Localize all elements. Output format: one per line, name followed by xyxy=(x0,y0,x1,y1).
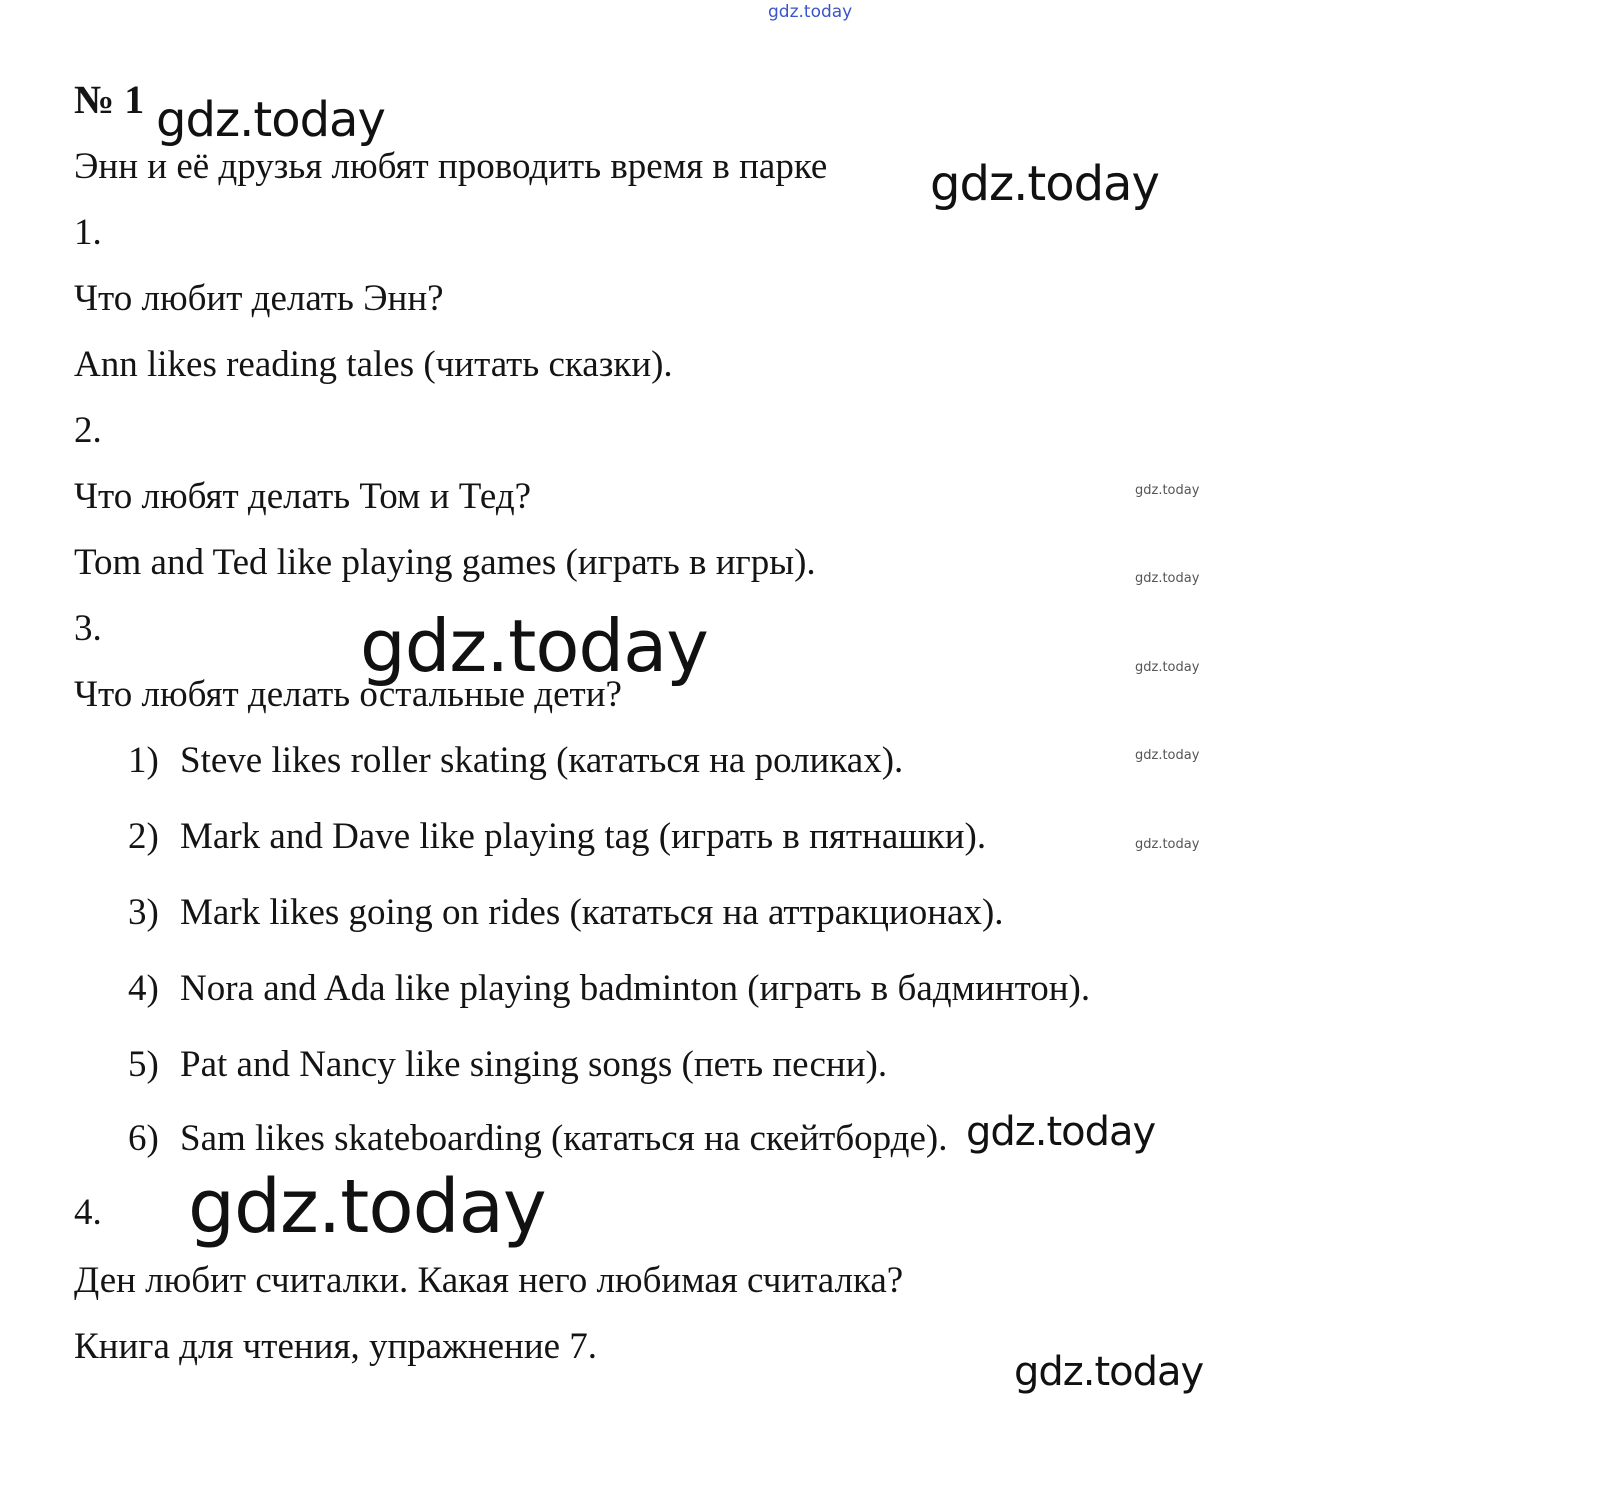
section-3-question: Что любят делать остальные дети? xyxy=(74,674,622,715)
list-item-text: Sam likes skateboarding (кататься на скейтборде). xyxy=(180,1118,948,1159)
list-item-number: 3) xyxy=(128,892,159,933)
list-item-text: Mark and Dave like playing tag (играть в пятнашки). xyxy=(180,816,987,857)
section-3-number: 3. xyxy=(74,608,102,649)
section-4-question: Ден любит считалки. Какая него любимая считалка? xyxy=(74,1260,904,1301)
watermark: gdz.today xyxy=(156,92,385,148)
list-item-number: 1) xyxy=(128,740,159,781)
list-item-text: Nora and Ada like playing badminton (играть в бадминтон). xyxy=(180,968,1091,1009)
list-item xyxy=(128,894,1004,931)
watermark: gdz.today xyxy=(1014,1349,1204,1395)
section-1-number: 1. xyxy=(74,212,102,253)
section-1-answer: Ann likes reading tales (читать сказки). xyxy=(74,344,673,385)
exercise-heading: № 1 xyxy=(74,77,145,122)
section-1-question: Что любит делать Энн? xyxy=(74,278,444,319)
list-item xyxy=(128,1046,887,1083)
section-4-answer: Книга для чтения, упражнение 7. xyxy=(74,1326,598,1367)
list-item-text: Mark likes going on rides (кататься на аттракционах). xyxy=(180,892,1004,933)
list-item-number: 4) xyxy=(128,968,159,1009)
watermark: gdz.today xyxy=(360,604,708,688)
section-2-number: 2. xyxy=(74,410,102,451)
section-2-question: Что любят делать Том и Тед? xyxy=(74,476,532,517)
list-item-number: 5) xyxy=(128,1044,159,1085)
intro-text: Энн и её друзья любят проводить время в парке xyxy=(74,146,828,187)
section-4-number: 4. xyxy=(74,1192,102,1233)
watermark-small: gdz.today xyxy=(1135,837,1200,852)
list-item-number: 6) xyxy=(128,1118,159,1159)
list-item xyxy=(128,818,986,855)
watermark-small: gdz.today xyxy=(1135,748,1200,763)
list-item xyxy=(128,742,903,779)
list-item-text: Steve likes roller skating (кататься на роликах). xyxy=(180,740,904,781)
section-2-answer: Tom and Ted like playing games (играть в игры). xyxy=(74,542,816,583)
watermark-top: gdz.today xyxy=(768,2,853,22)
watermark: gdz.today xyxy=(188,1164,546,1250)
list-item xyxy=(128,1120,947,1157)
watermark: gdz.today xyxy=(930,156,1159,212)
list-item xyxy=(128,970,1090,1007)
watermark-small: gdz.today xyxy=(1135,660,1200,675)
watermark-small: gdz.today xyxy=(1135,483,1200,498)
watermark: gdz.today xyxy=(966,1109,1156,1155)
watermark-small: gdz.today xyxy=(1135,571,1200,586)
list-item-text: Pat and Nancy like singing songs (петь песни). xyxy=(180,1044,888,1085)
list-item-number: 2) xyxy=(128,816,159,857)
